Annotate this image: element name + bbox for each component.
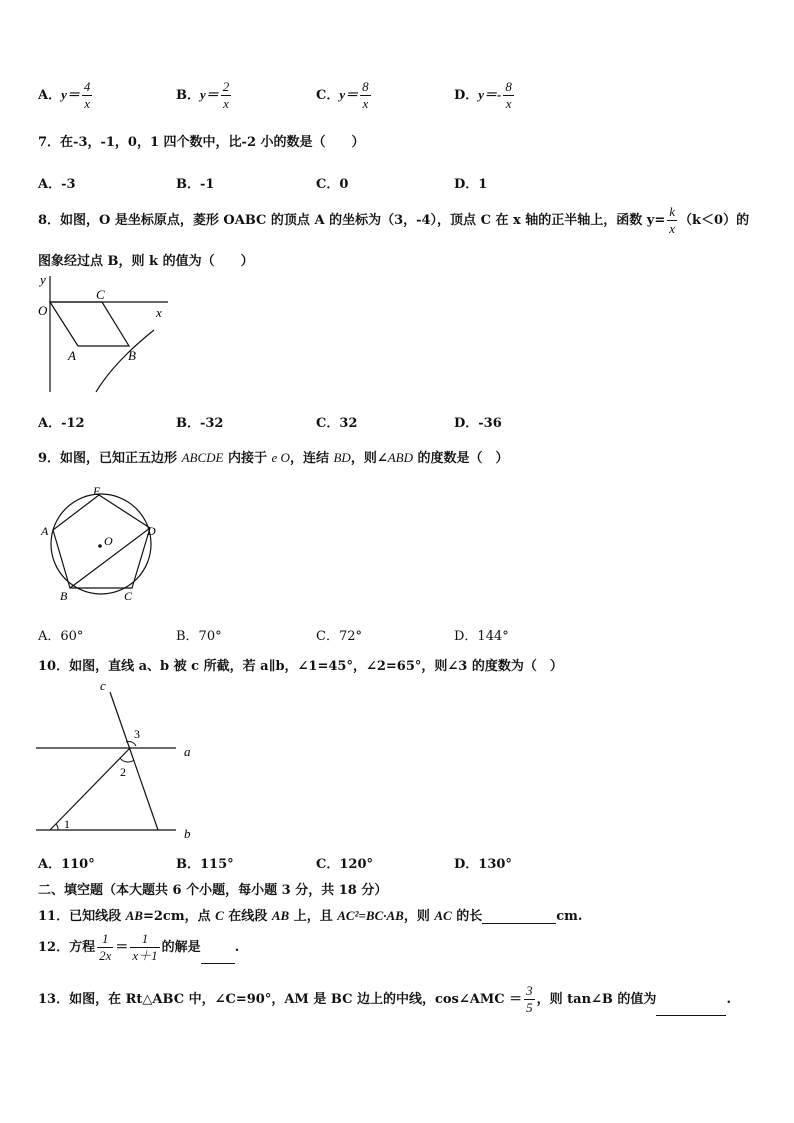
- q11-unit: cm.: [556, 909, 583, 924]
- angle-1-arc: [56, 824, 58, 830]
- label-angle-3: 3: [134, 727, 140, 741]
- q8-option-d: D．-36: [454, 416, 502, 431]
- q11-text: ，则: [403, 909, 435, 924]
- q13-text: 13．如图，在 Rt△ABC 中，∠C=90°，AM 是 BC 边上的中线，cos∠AMC ＝: [38, 992, 523, 1007]
- fraction-numerator: 8: [505, 79, 512, 94]
- fraction: [360, 79, 371, 112]
- answer-blank[interactable]: [201, 949, 235, 964]
- fraction-denominator: 2x: [99, 948, 112, 963]
- fraction-numerator: 2: [222, 79, 230, 94]
- q13-text: ，则 tan∠B 的值为: [536, 992, 657, 1007]
- fraction-numerator: 4: [83, 79, 91, 94]
- q10-figure: [36, 676, 206, 846]
- q11-text: 上，且: [289, 909, 338, 924]
- q9-pentagon-name: ABCDE: [181, 450, 224, 465]
- q8-option-b: B．-32: [176, 416, 224, 431]
- label-x: x: [156, 305, 162, 320]
- q8-stem-line1: [38, 204, 749, 237]
- option-letter: D．: [454, 88, 479, 103]
- option-letter: C．: [316, 88, 340, 103]
- label-angle-2: 2: [120, 765, 126, 779]
- q11-text: 11．已知线段: [38, 909, 126, 924]
- label-a: A: [41, 524, 49, 538]
- q9-option-c: C．72°: [316, 629, 362, 644]
- q11-segment: AC: [434, 908, 452, 923]
- option-expr: y＝: [200, 87, 219, 102]
- label-o: O: [38, 303, 48, 318]
- fraction: [524, 983, 535, 1016]
- q6-option-c: [316, 79, 373, 112]
- fraction: [97, 931, 113, 964]
- q9-text: 内接于: [223, 451, 272, 466]
- q9-text: 的度数是（ ）: [413, 451, 509, 466]
- q8-option-a: A．-12: [38, 416, 85, 431]
- fraction-denominator: x: [223, 96, 229, 111]
- fraction: [130, 931, 159, 964]
- q6-option-d: [454, 79, 516, 112]
- angle-2-arc: [120, 758, 134, 762]
- q9-figure: [38, 485, 160, 603]
- q7-option-d: D．1: [454, 177, 488, 192]
- q10-option-b: B．115°: [176, 857, 234, 872]
- q9-option-d: D．144°: [454, 629, 509, 644]
- fraction-denominator: x＋1: [132, 948, 158, 963]
- q11-text: 在线段: [223, 909, 272, 924]
- fraction-denominator: x: [669, 221, 676, 236]
- label-c: C: [124, 589, 133, 603]
- fraction: [82, 79, 93, 112]
- q6-option-b: [176, 79, 233, 112]
- q8-option-c: C．32: [316, 416, 358, 431]
- q9-segment-bd: BD: [333, 450, 351, 465]
- q10-stem: 10．如图，直线 a、b 被 c 所截，若 a∥b，∠1=45°，∠2=65°，则∠3 的度数为（ ）: [38, 659, 563, 674]
- label-b: B: [128, 348, 136, 363]
- q8-figure: [36, 270, 172, 396]
- q7-option-a: A．-3: [38, 177, 76, 192]
- q13-stem: [38, 983, 731, 1016]
- q11-point: C: [215, 908, 224, 923]
- fraction-numerator: 3: [526, 983, 533, 998]
- q11-text: 的长: [451, 909, 483, 924]
- label-c: C: [96, 287, 105, 302]
- fraction: [667, 204, 677, 237]
- center-point: [98, 544, 102, 548]
- q11-segment: AB: [125, 908, 143, 923]
- option-letter: B．: [176, 88, 200, 103]
- pentagon-abcde: [53, 495, 150, 588]
- fraction-denominator: x: [362, 96, 369, 111]
- fraction-numerator: 1: [97, 931, 113, 948]
- label-b: b: [184, 826, 191, 841]
- q12-equals: ＝: [115, 940, 129, 955]
- label-b: B: [60, 589, 68, 603]
- section-heading: 二、填空题（本大题共 6 个小题，每小题 3 分，共 18 分）: [38, 883, 388, 898]
- q7-option-c: C．0: [316, 177, 349, 192]
- label-a: A: [68, 348, 76, 363]
- fraction-denominator: x: [84, 96, 91, 111]
- label-a: a: [184, 744, 191, 759]
- transversal-line: [50, 748, 130, 830]
- option-letter: A．: [38, 88, 62, 103]
- fraction-numerator: 8: [362, 79, 369, 94]
- label-d: D: [147, 524, 156, 538]
- option-expr: y＝-: [478, 87, 502, 102]
- q12-stem: [38, 931, 239, 964]
- q8-stem-line2: 图象经过点 B，则 k 的值为（ ）: [38, 254, 254, 269]
- label-y: y: [40, 272, 46, 287]
- option-expr: y＝: [61, 87, 80, 102]
- q9-option-a: A．60°: [38, 629, 84, 644]
- label-e: E: [93, 485, 101, 498]
- fraction-denominator: x: [505, 96, 512, 111]
- q13-end: .: [726, 992, 731, 1007]
- q9-text: ，连结: [289, 451, 334, 466]
- rhombus-oabc: [50, 302, 129, 346]
- q9-angle-abd: ABD: [387, 450, 414, 465]
- q10-option-a: A．110°: [38, 857, 95, 872]
- q9-option-b: B．70°: [176, 629, 222, 644]
- fraction-numerator: k: [669, 204, 676, 219]
- answer-blank[interactable]: [656, 1001, 726, 1016]
- q11-equation: AC²=BC·AB: [337, 908, 404, 923]
- q12-text: 12．方程: [38, 940, 96, 955]
- q12-text: 的解是: [161, 940, 201, 955]
- q10-option-d: D．130°: [454, 857, 512, 872]
- fraction-numerator: 1: [130, 931, 159, 948]
- q11-stem: [38, 905, 582, 924]
- q7-stem: 7．在-3，-1，0，1 四个数中，比-2 小的数是（ ）: [38, 135, 365, 150]
- q11-segment: AB: [271, 908, 290, 923]
- option-expr: y＝: [339, 87, 359, 102]
- label-o: O: [104, 534, 113, 548]
- q12-end: .: [234, 940, 240, 955]
- q9-circle-name: e O: [271, 450, 290, 465]
- q9-text: 9．如图，已知正五边形: [38, 451, 182, 466]
- fraction: [221, 79, 232, 112]
- q11-text: =2cm，点: [142, 909, 216, 924]
- q8-text: 8．如图，O 是坐标原点，菱形 OABC 的顶点 A 的坐标为（3，-4），顶点 C 在 x 轴的正半轴上，函数 y=: [38, 213, 666, 228]
- q9-stem: [38, 447, 509, 466]
- q10-option-c: C．120°: [316, 857, 373, 872]
- answer-blank[interactable]: [482, 909, 556, 924]
- fraction-denominator: 5: [526, 1000, 533, 1015]
- q9-text: ，则∠: [350, 451, 388, 466]
- fraction: [503, 79, 514, 112]
- label-angle-1: 1: [64, 817, 70, 831]
- q7-option-b: B．-1: [176, 177, 215, 192]
- label-c: c: [100, 678, 106, 693]
- q8-text: （k＜0）的: [679, 213, 750, 228]
- q6-option-a: [38, 79, 94, 112]
- circle-o: [51, 494, 151, 594]
